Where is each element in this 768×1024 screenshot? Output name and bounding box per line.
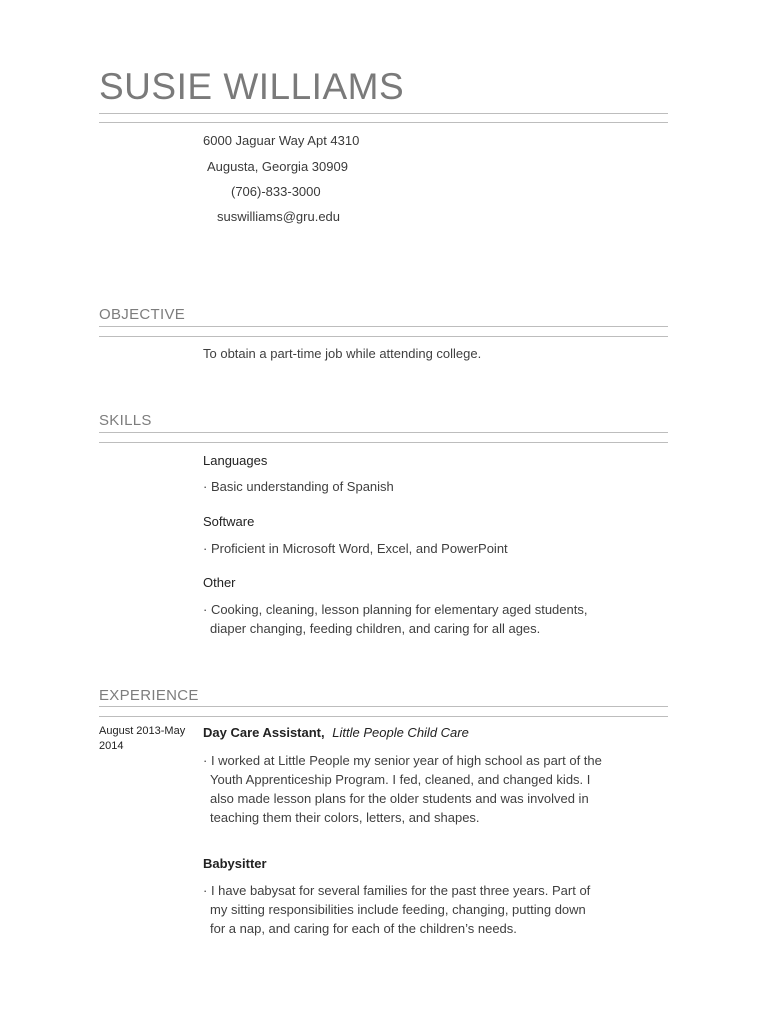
objective-rule-top [99, 326, 668, 327]
job2-line3: for a nap, and caring for each of the children’s needs. [210, 921, 517, 936]
skills-languages-item: · Basic understanding of Spanish [203, 479, 394, 494]
job1-company: Little People Child Care [332, 725, 469, 740]
job1-line4: teaching them their colors, letters, and shapes. [210, 810, 480, 825]
objective-text: To obtain a part-time job while attending college. [203, 346, 482, 361]
skills-languages-label: Languages [203, 453, 268, 468]
skills-rule-top [99, 432, 668, 433]
skills-heading: SKILLS [99, 412, 152, 429]
header-rule-top [99, 113, 668, 114]
skills-rule-bottom [99, 442, 668, 443]
job2-line1: · I have babysat for several families for the past three years. Part of [203, 883, 591, 898]
job1-date-line1: August 2013-May [99, 725, 186, 737]
contact-phone: (706)-833-3000 [231, 184, 321, 199]
job1-line1: · I worked at Little People my senior year of high school as part of the [203, 753, 602, 768]
job2-role: Babysitter [203, 856, 267, 871]
job1-date-line2: 2014 [99, 740, 124, 752]
skills-other-item [203, 600, 643, 638]
skills-software-label: Software [203, 514, 255, 529]
header-rule-bottom [99, 122, 668, 123]
contact-address-line2: Augusta, Georgia 30909 [207, 159, 348, 174]
experience-rule-bottom [99, 716, 668, 717]
skills-other-label: Other [203, 575, 236, 590]
job2-line2: my sitting responsibilities include feeding, changing, putting down [210, 902, 586, 917]
job1-role: Day Care Assistant, [203, 725, 325, 740]
job1-dates [99, 724, 194, 754]
skills-software-item: · Proficient in Microsoft Word, Excel, and PowerPoint [203, 541, 508, 556]
job2-description [203, 881, 643, 938]
contact-email: suswilliams@gru.edu [217, 209, 341, 224]
experience-rule-top [99, 706, 668, 707]
objective-rule-bottom [99, 336, 668, 337]
experience-heading: EXPERIENCE [99, 687, 199, 704]
objective-heading: OBJECTIVE [99, 306, 186, 323]
skills-other-line1: · Cooking, cleaning, lesson planning for elementary aged students, [203, 602, 588, 617]
job1-description [203, 751, 643, 827]
job1-line2: Youth Apprenticeship Program. I fed, cleaned, and changed kids. I [210, 772, 591, 787]
job1-line3: also made lesson plans for the older students and was involved in [210, 791, 589, 806]
resume-name: SUSIE WILLIAMS [99, 66, 405, 107]
job1-title [203, 725, 469, 740]
skills-other-line2: diaper changing, feeding children, and caring for all ages. [210, 621, 541, 636]
contact-address-line1: 6000 Jaguar Way Apt 4310 [203, 133, 360, 148]
